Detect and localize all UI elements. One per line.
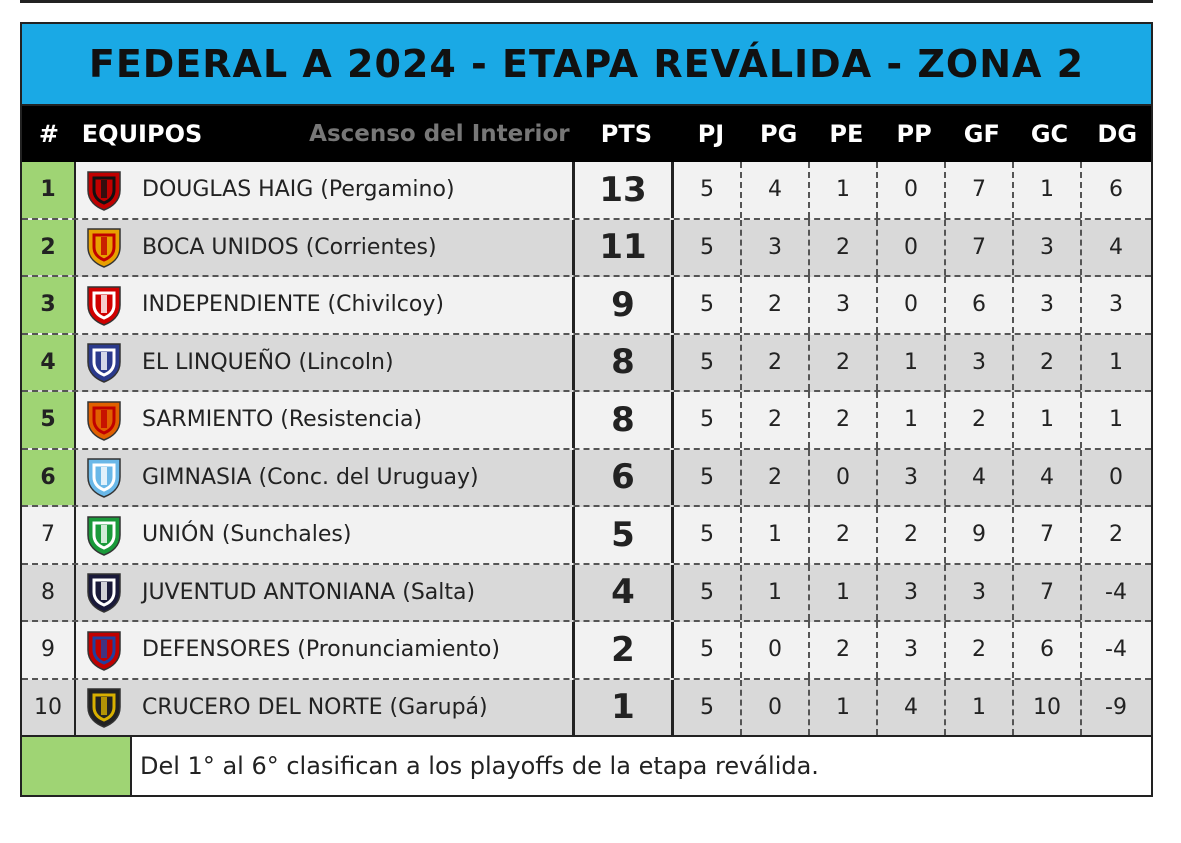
row-position: 6 — [22, 450, 76, 506]
header-dg: DG — [1097, 120, 1138, 148]
row-pe: 1 — [810, 680, 878, 736]
row-gc: 3 — [1014, 277, 1082, 333]
row-pp: 3 — [878, 565, 946, 621]
team-crest-icon — [84, 225, 124, 269]
header-pts: PTS — [600, 120, 652, 148]
row-points: 5 — [572, 507, 674, 563]
row-points: 1 — [572, 680, 674, 736]
row-team — [76, 398, 572, 442]
row-pg: 1 — [742, 565, 810, 621]
table-row — [22, 622, 1151, 680]
team-name: UNIÓN (Sunchales) — [142, 522, 352, 548]
row-pg: 3 — [742, 220, 810, 276]
row-pj: 5 — [674, 450, 742, 506]
header-source: Ascenso del Interior — [309, 121, 570, 147]
row-team — [76, 283, 572, 327]
header-pe: PE — [829, 120, 864, 148]
row-team — [76, 168, 572, 212]
row-pe: 2 — [810, 335, 878, 391]
row-dg: 2 — [1109, 522, 1123, 548]
standings-rows — [22, 162, 1151, 737]
header-gf: GF — [963, 120, 1000, 148]
row-gf: 9 — [946, 507, 1014, 563]
row-gf: 3 — [946, 335, 1014, 391]
row-dg: -4 — [1105, 579, 1127, 605]
table-row — [22, 220, 1151, 278]
row-position: 4 — [22, 335, 76, 391]
row-pp: 0 — [878, 277, 946, 333]
table-row — [22, 450, 1151, 508]
row-gc: 2 — [1014, 335, 1082, 391]
row-pj: 5 — [674, 507, 742, 563]
row-points: 13 — [572, 162, 674, 218]
row-team — [76, 513, 572, 557]
team-crest-icon — [84, 628, 124, 672]
table-header — [22, 106, 1151, 162]
row-team — [76, 628, 572, 672]
team-name: EL LINQUEÑO (Lincoln) — [142, 349, 394, 375]
row-team — [76, 685, 572, 729]
row-position: 3 — [22, 277, 76, 333]
row-position: 8 — [22, 565, 76, 621]
row-gf: 1 — [946, 680, 1014, 736]
header-teams: EQUIPOS — [81, 120, 203, 148]
row-pg: 2 — [742, 392, 810, 448]
row-pp: 0 — [878, 162, 946, 218]
team-crest-icon — [84, 340, 124, 384]
row-team — [76, 340, 572, 384]
row-pp: 3 — [878, 622, 946, 678]
row-gf: 3 — [946, 565, 1014, 621]
team-crest-icon — [84, 283, 124, 327]
table-row — [22, 277, 1151, 335]
table-row — [22, 392, 1151, 450]
row-gc: 7 — [1014, 507, 1082, 563]
row-pg: 0 — [742, 622, 810, 678]
header-pj: PJ — [697, 120, 725, 148]
legend-swatch — [22, 737, 132, 795]
team-crest-icon — [84, 168, 124, 212]
table-row — [22, 507, 1151, 565]
header-gc: GC — [1030, 120, 1069, 148]
row-pg: 1 — [742, 507, 810, 563]
row-gc: 1 — [1014, 392, 1082, 448]
team-crest-icon — [84, 685, 124, 729]
row-pj: 5 — [674, 565, 742, 621]
team-name: JUVENTUD ANTONIANA (Salta) — [142, 579, 476, 605]
row-gc: 1 — [1014, 162, 1082, 218]
row-position: 9 — [22, 622, 76, 678]
row-dg: -9 — [1105, 694, 1127, 720]
team-crest-icon — [84, 513, 124, 557]
row-position: 7 — [22, 507, 76, 563]
row-pe: 1 — [810, 162, 878, 218]
row-pj: 5 — [674, 680, 742, 736]
row-team — [76, 455, 572, 499]
row-dg: 3 — [1109, 292, 1123, 318]
row-points: 8 — [572, 392, 674, 448]
row-gf: 7 — [946, 162, 1014, 218]
table-row — [22, 565, 1151, 623]
row-position: 10 — [22, 680, 76, 736]
row-points: 2 — [572, 622, 674, 678]
row-dg: 1 — [1109, 407, 1123, 433]
row-pe: 2 — [810, 392, 878, 448]
row-gc: 7 — [1014, 565, 1082, 621]
team-crest-icon — [84, 455, 124, 499]
row-pe: 0 — [810, 450, 878, 506]
row-pj: 5 — [674, 622, 742, 678]
row-gc: 10 — [1014, 680, 1082, 736]
row-gf: 6 — [946, 277, 1014, 333]
row-pj: 5 — [674, 220, 742, 276]
row-team — [76, 570, 572, 614]
table-row — [22, 335, 1151, 393]
row-pj: 5 — [674, 392, 742, 448]
row-pp: 2 — [878, 507, 946, 563]
row-pg: 4 — [742, 162, 810, 218]
row-dg: 1 — [1109, 349, 1123, 375]
row-position: 2 — [22, 220, 76, 276]
standings-board — [20, 22, 1153, 797]
row-points: 4 — [572, 565, 674, 621]
row-dg: 4 — [1109, 234, 1123, 260]
row-pp: 0 — [878, 220, 946, 276]
row-dg: 6 — [1109, 177, 1123, 203]
row-points: 6 — [572, 450, 674, 506]
row-pj: 5 — [674, 162, 742, 218]
top-border-line — [20, 0, 1153, 3]
legend-text: Del 1° al 6° clasifican a los playoffs de la etapa reválida. — [140, 752, 819, 780]
team-name: DOUGLAS HAIG (Pergamino) — [142, 177, 455, 203]
row-pp: 1 — [878, 335, 946, 391]
row-pe: 3 — [810, 277, 878, 333]
row-gc: 3 — [1014, 220, 1082, 276]
row-pe: 2 — [810, 507, 878, 563]
row-pg: 2 — [742, 335, 810, 391]
row-dg: -4 — [1105, 637, 1127, 663]
team-name: INDEPENDIENTE (Chivilcoy) — [142, 292, 444, 318]
row-dg: 0 — [1109, 464, 1123, 490]
row-gc: 4 — [1014, 450, 1082, 506]
table-title: FEDERAL A 2024 - ETAPA REVÁLIDA - ZONA 2 — [22, 24, 1151, 106]
row-points: 9 — [572, 277, 674, 333]
row-pe: 2 — [810, 622, 878, 678]
row-gc: 6 — [1014, 622, 1082, 678]
row-gf: 7 — [946, 220, 1014, 276]
row-pj: 5 — [674, 277, 742, 333]
header-position: # — [38, 120, 59, 148]
team-name: CRUCERO DEL NORTE (Garupá) — [142, 694, 488, 720]
row-pg: 2 — [742, 450, 810, 506]
row-team — [76, 225, 572, 269]
row-pg: 2 — [742, 277, 810, 333]
row-position: 5 — [22, 392, 76, 448]
team-name: DEFENSORES (Pronunciamiento) — [142, 637, 500, 663]
team-name: GIMNASIA (Conc. del Uruguay) — [142, 464, 479, 490]
row-pg: 0 — [742, 680, 810, 736]
legend — [22, 737, 1151, 795]
row-pp: 1 — [878, 392, 946, 448]
team-name: BOCA UNIDOS (Corrientes) — [142, 234, 437, 260]
row-gf: 2 — [946, 622, 1014, 678]
row-pj: 5 — [674, 335, 742, 391]
team-name: SARMIENTO (Resistencia) — [142, 407, 423, 433]
table-row — [22, 680, 1151, 738]
header-pp: PP — [896, 120, 932, 148]
table-row — [22, 162, 1151, 220]
row-pe: 1 — [810, 565, 878, 621]
row-pp: 3 — [878, 450, 946, 506]
team-crest-icon — [84, 398, 124, 442]
team-crest-icon — [84, 570, 124, 614]
row-gf: 4 — [946, 450, 1014, 506]
row-points: 11 — [572, 220, 674, 276]
row-pe: 2 — [810, 220, 878, 276]
row-position: 1 — [22, 162, 76, 218]
row-gf: 2 — [946, 392, 1014, 448]
header-pg: PG — [760, 120, 798, 148]
row-points: 8 — [572, 335, 674, 391]
row-pp: 4 — [878, 680, 946, 736]
